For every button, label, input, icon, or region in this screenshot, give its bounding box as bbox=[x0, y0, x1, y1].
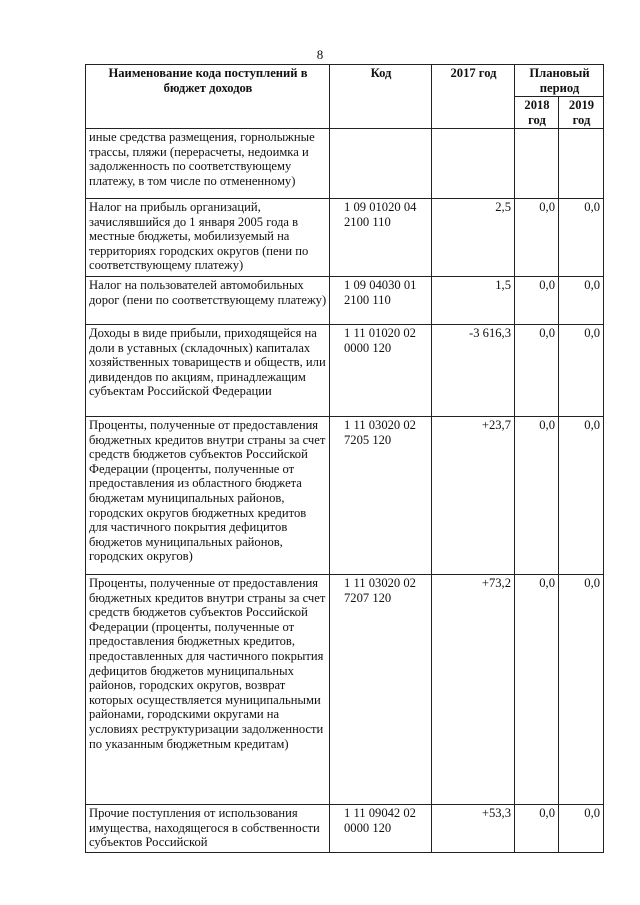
row-value-2019: 0,0 bbox=[559, 575, 604, 805]
row-code: 1 11 01020 02 0000 120 bbox=[330, 325, 432, 417]
table-row bbox=[86, 277, 604, 325]
row-value-2017: 2,5 bbox=[432, 199, 515, 277]
row-value-2018 bbox=[515, 129, 559, 199]
row-value-2018: 0,0 bbox=[515, 417, 559, 575]
row-code: 1 11 09042 02 0000 120 bbox=[330, 805, 432, 853]
page-number: 8 bbox=[316, 47, 324, 62]
row-value-2017: +73,2 bbox=[432, 575, 515, 805]
row-value-2018: 0,0 bbox=[515, 199, 559, 277]
row-name: Прочие поступления от использования имущества, находящегося в собственности субъектов Российской bbox=[86, 805, 330, 853]
header-year-2019: 2019 год bbox=[559, 97, 604, 129]
row-code: 1 09 04030 01 2100 110 bbox=[330, 277, 432, 325]
row-value-2019: 0,0 bbox=[559, 199, 604, 277]
row-value-2017: 1,5 bbox=[432, 277, 515, 325]
budget-revenue-table bbox=[85, 64, 604, 853]
row-code: 1 11 03020 02 7207 120 bbox=[330, 575, 432, 805]
table-row bbox=[86, 199, 604, 277]
header-code: Код bbox=[330, 65, 432, 129]
row-value-2017 bbox=[432, 129, 515, 199]
row-name: Проценты, полученные от предоставления бюджетных кредитов внутри страны за счет средств бюджетов субъектов Российской Федерации (проценты, полученные от предоставления из областного бюджета бюджетам муниципальных районов, городских округов бюджетных кредитов для частичного покрытия дефицитов бюджетов муниципальных районов, городских округов) bbox=[86, 417, 330, 575]
row-name: иные средства размещения, горнолыжные трассы, пляжи (перерасчеты, недоимка и задолженность по соответствующему платежу, в том числе по отмененному) bbox=[86, 129, 330, 199]
table-row bbox=[86, 417, 604, 575]
table-row bbox=[86, 325, 604, 417]
table-row bbox=[86, 129, 604, 199]
table-row bbox=[86, 575, 604, 805]
header-year-2018: 2018 год bbox=[515, 97, 559, 129]
row-code: 1 11 03020 02 7205 120 bbox=[330, 417, 432, 575]
header-year-2017: 2017 год bbox=[432, 65, 515, 129]
row-value-2017: +23,7 bbox=[432, 417, 515, 575]
row-value-2019: 0,0 bbox=[559, 277, 604, 325]
row-name: Налог на пользователей автомобильных дорог (пени по соответствующему платежу) bbox=[86, 277, 330, 325]
row-value-2019: 0,0 bbox=[559, 325, 604, 417]
row-name: Доходы в виде прибыли, приходящейся на доли в уставных (складочных) капиталах хозяйственных товариществ и обществ, или дивидендов по акциям, принадлежащим субъектам Российской Федерации bbox=[86, 325, 330, 417]
row-value-2018: 0,0 bbox=[515, 325, 559, 417]
row-name: Проценты, полученные от предоставления бюджетных кредитов внутри страны за счет средств бюджетов субъектов Российской Федерации (проценты, полученные от предоставления бюджетных кредитов, предоставленных для частичного покрытия дефицитов бюджетов муниципальных районов, городских округов, возврат которых осуществляется муниципальными районами, городскими округами на условиях реструктуризации задолженности по указанным бюджетным кредитам) bbox=[86, 575, 330, 805]
row-code bbox=[330, 129, 432, 199]
header-name: Наименование кода поступлений в бюджет доходов bbox=[86, 65, 330, 129]
table-row bbox=[86, 805, 604, 853]
row-value-2019: 0,0 bbox=[559, 805, 604, 853]
row-value-2018: 0,0 bbox=[515, 805, 559, 853]
row-value-2019 bbox=[559, 129, 604, 199]
row-code: 1 09 01020 04 2100 110 bbox=[330, 199, 432, 277]
row-value-2017: -3 616,3 bbox=[432, 325, 515, 417]
row-name: Налог на прибыль организаций, зачислявшийся до 1 января 2005 года в местные бюджеты, мобилизуемый на территориях городских округов (пени по соответствующему платежу) bbox=[86, 199, 330, 277]
header-planned-period: Плановый период bbox=[515, 65, 604, 97]
row-value-2018: 0,0 bbox=[515, 575, 559, 805]
row-value-2017: +53,3 bbox=[432, 805, 515, 853]
row-value-2018: 0,0 bbox=[515, 277, 559, 325]
row-value-2019: 0,0 bbox=[559, 417, 604, 575]
